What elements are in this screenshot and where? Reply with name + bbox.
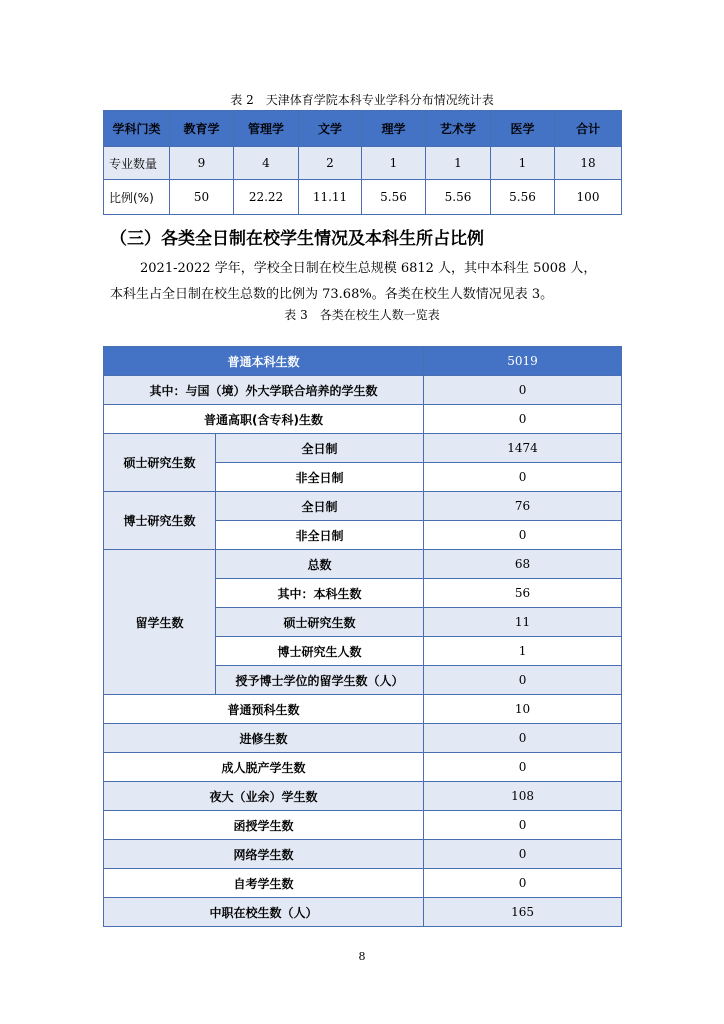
other-label: 成人脱产学生数 [104, 753, 424, 782]
table2-header-cell: 管理学 [234, 111, 299, 147]
intl-row-value: 1 [424, 637, 622, 666]
doctoral-full-value: 76 [424, 492, 622, 521]
discipline-distribution-table [103, 110, 622, 215]
paragraph-line-2: 本科生占全日制在校生总数的比例为 73.68%。各类在校生人数情况见表 3。 [110, 287, 554, 302]
other-value: 0 [424, 869, 622, 898]
table-cell: 1 [491, 147, 555, 180]
undergrad-label: 普通本科生数 [104, 347, 424, 376]
table-row [104, 550, 622, 579]
table3-caption: 表 3 各类在校生人数一览表 [284, 308, 440, 322]
other-value: 10 [424, 695, 622, 724]
table-row [104, 753, 622, 782]
masters-part-label: 非全日制 [216, 463, 424, 492]
intl-row-label: 总数 [216, 550, 424, 579]
other-value: 0 [424, 811, 622, 840]
table-cell: 9 [170, 147, 234, 180]
other-label: 函授学生数 [104, 811, 424, 840]
other-label: 中职在校生数（人） [104, 898, 424, 927]
table-cell: 22.22 [234, 180, 299, 215]
intl-row-label: 授予博士学位的留学生数（人） [216, 666, 424, 695]
vocational-value: 0 [424, 405, 622, 434]
table-row [104, 724, 622, 753]
table-row [104, 695, 622, 724]
vocational-label: 普通高职(含专科)生数 [104, 405, 424, 434]
table2-header-row [104, 111, 622, 147]
intl-row-value: 11 [424, 608, 622, 637]
table2-caption: 表 2 天津体育学院本科专业学科分布情况统计表 [230, 93, 494, 107]
doctoral-label: 博士研究生数 [104, 492, 216, 550]
other-value: 165 [424, 898, 622, 927]
intl-label: 留学生数 [104, 550, 216, 695]
table-row [104, 434, 622, 463]
intl-row-value: 68 [424, 550, 622, 579]
section-heading: （三）各类全日制在校学生情况及本科生所占比例 [110, 229, 484, 249]
intl-row-label: 硕士研究生数 [216, 608, 424, 637]
other-value: 0 [424, 840, 622, 869]
intl-row-label: 其中：本科生数 [216, 579, 424, 608]
table-row [104, 347, 622, 376]
table2-header-cell: 合计 [555, 111, 622, 147]
student-count-table [103, 346, 622, 927]
table-cell: 1 [362, 147, 426, 180]
intl-row-value: 56 [424, 579, 622, 608]
table-row [104, 376, 622, 405]
table-cell: 18 [555, 147, 622, 180]
other-label: 自考学生数 [104, 869, 424, 898]
table-cell: 5.56 [491, 180, 555, 215]
table2-header-cell: 文学 [299, 111, 362, 147]
doctoral-part-label: 非全日制 [216, 521, 424, 550]
other-value: 0 [424, 724, 622, 753]
joint-value: 0 [424, 376, 622, 405]
table-row [104, 782, 622, 811]
masters-full-value: 1474 [424, 434, 622, 463]
table-cell: 2 [299, 147, 362, 180]
table2-header-cell: 教育学 [170, 111, 234, 147]
page-number: 8 [358, 950, 366, 963]
doctoral-full-label: 全日制 [216, 492, 424, 521]
table-cell: 50 [170, 180, 234, 215]
undergrad-value: 5019 [424, 347, 622, 376]
row-label: 比例(%) [104, 180, 170, 215]
other-label: 普通预科生数 [104, 695, 424, 724]
doctoral-part-value: 0 [424, 521, 622, 550]
table-cell: 1 [426, 147, 491, 180]
other-label: 进修生数 [104, 724, 424, 753]
other-value: 0 [424, 753, 622, 782]
other-label: 网络学生数 [104, 840, 424, 869]
row-label: 专业数量 [104, 147, 170, 180]
table-row [104, 840, 622, 869]
table-cell: 100 [555, 180, 622, 215]
table-row [104, 147, 622, 180]
intl-row-label: 博士研究生人数 [216, 637, 424, 666]
masters-full-label: 全日制 [216, 434, 424, 463]
table-cell: 5.56 [362, 180, 426, 215]
intl-row-value: 0 [424, 666, 622, 695]
table-cell: 11.11 [299, 180, 362, 215]
table2-header-cell: 艺术学 [426, 111, 491, 147]
table-cell: 4 [234, 147, 299, 180]
table2-header-cell: 学科门类 [104, 111, 170, 147]
table-cell: 5.56 [426, 180, 491, 215]
paragraph-line-1: 2021-2022 学年，学校全日制在校生总规模 6812 人，其中本科生 5008 人， [140, 261, 597, 276]
masters-label: 硕士研究生数 [104, 434, 216, 492]
table-row [104, 898, 622, 927]
table-row [104, 180, 622, 215]
table-row [104, 811, 622, 840]
table-row [104, 869, 622, 898]
table2-header-cell: 理学 [362, 111, 426, 147]
other-label: 夜大（业余）学生数 [104, 782, 424, 811]
masters-part-value: 0 [424, 463, 622, 492]
other-value: 108 [424, 782, 622, 811]
table2-header-cell: 医学 [491, 111, 555, 147]
joint-label: 其中：与国（境）外大学联合培养的学生数 [104, 376, 424, 405]
table-row [104, 405, 622, 434]
section-paragraph [110, 256, 620, 308]
table-row [104, 492, 622, 521]
